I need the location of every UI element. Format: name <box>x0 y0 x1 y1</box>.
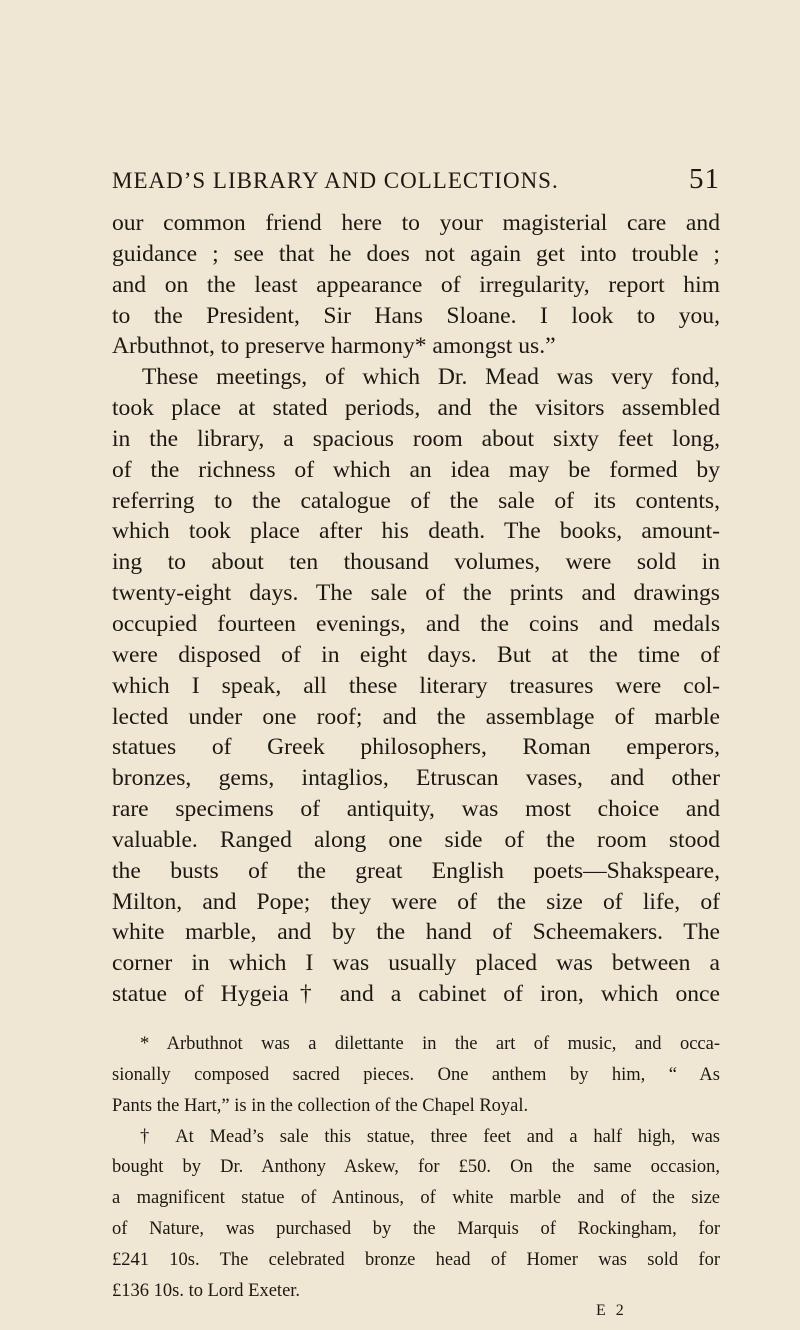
text-line: Arbuthnot, to preserve harmony* amongst us.” <box>112 333 556 360</box>
text-line: took place at stated periods, and the visitors assembled <box>112 395 720 422</box>
text-line: statue of Hygeia† and a cabinet of iron, which once <box>112 981 720 1008</box>
text-line: corner in which I was usually placed was between a <box>112 950 720 977</box>
signature-mark: E 2 <box>596 1302 627 1319</box>
text-line: lected under one roof; and the assemblage of marble <box>112 703 720 730</box>
text-line: statues of Greek philosophers, Roman emperors, <box>112 734 720 761</box>
text-line: which took place after his death. The books, amount- <box>112 518 720 545</box>
footnote-line: bought by Dr. Anthony Askew, for £50. On the same occasion, <box>112 1157 720 1178</box>
footnote-line: Pants the Hart,” is in the collection of the Chapel Royal. <box>112 1095 529 1116</box>
footnote-line: of Nature, was purchased by the Marquis of Rockingham, for <box>112 1219 720 1240</box>
footnote-line: † At Mead’s sale this statue, three feet and a half high, was <box>140 1126 720 1147</box>
text-line: rare specimens of antiquity, was most choice and <box>112 796 720 823</box>
text-line: referring to the catalogue of the sale of its contents, <box>112 487 720 514</box>
text-line: Milton, and Pope; they were of the size of life, of <box>112 888 720 915</box>
text-line: of the richness of which an idea may be formed by <box>112 456 720 483</box>
footnote-line: £136 10s. to Lord Exeter. <box>112 1280 301 1301</box>
text-line: were disposed of in eight days. But at the time of <box>112 641 720 668</box>
page-number: 51 <box>689 163 720 195</box>
text-line: twenty-eight days. The sale of the prints and drawings <box>112 580 720 607</box>
running-title: MEAD’S LIBRARY AND COLLECTIONS. <box>112 168 559 193</box>
text-line: guidance ; see that he does not again get into trouble ; <box>112 240 720 267</box>
text-line: occupied fourteen evenings, and the coins and medals <box>112 610 720 637</box>
text-line: ing to about ten thousand volumes, were sold in <box>112 549 720 576</box>
text-line: in the library, a spacious room about sixty feet long, <box>112 425 720 452</box>
footnote-line: sionally composed sacred pieces. One anthem by him, “ As <box>112 1064 720 1085</box>
text-line: which I speak, all these literary treasures were col- <box>112 672 720 699</box>
text-line: valuable. Ranged along one side of the room stood <box>112 826 720 853</box>
footnote-line: a magnificent statue of Antinous, of white marble and of the size <box>112 1188 720 1209</box>
text-line: white marble, and by the hand of Scheemakers. The <box>112 919 720 946</box>
text-line: bronzes, gems, intaglios, Etruscan vases, and other <box>112 765 720 792</box>
body-text <box>112 208 720 1010</box>
footnote-line: £241 10s. The celebrated bronze head of Homer was sold for <box>112 1249 720 1270</box>
text-line: and on the least appearance of irregularity, report him <box>112 271 720 298</box>
text-line: These meetings, of which Dr. Mead was very fond, <box>142 364 720 391</box>
text-line: our common friend here to your magisterial care and <box>112 210 720 236</box>
text-line: to the President, Sir Hans Sloane. I look to you, <box>112 302 720 329</box>
footnotes <box>112 1033 720 1311</box>
footnote-line: * Arbuthnot was a dilettante in the art of music, and occa- <box>140 1034 720 1054</box>
text-line: the busts of the great English poets—Shakspeare, <box>112 857 720 884</box>
